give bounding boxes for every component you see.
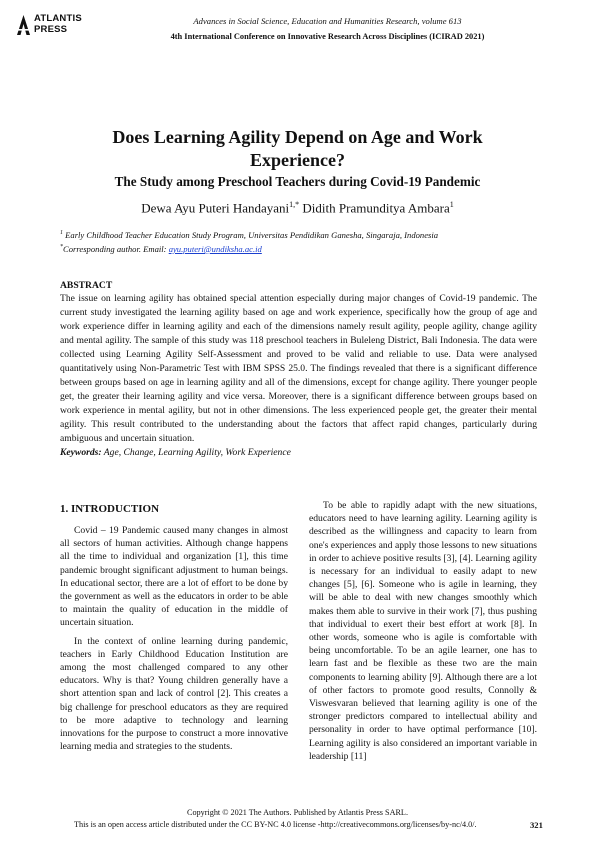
paper-title (60, 126, 535, 172)
author-1: Dewa Ayu Puteri Handayani (141, 200, 290, 216)
left-column (60, 524, 288, 753)
paragraph: To be able to rapidly adapt with the new situations, educators need to have learning agility. Learning agility is described as the willingness and capacity to learn from one's experiences and apply those lessons to new situations in order to achieve positive results [3], [4]. Learning agility is necessary for an individual to easily adapt to new changes [5], [6]. Someone who is agile in learning, they will be able to deal with new changes smoothly which makes them able to survive in their work [7], thus pushing that individual to exert their best effort at work [8]. In other words, someone who is agile is comfortable with being uncomfortable. To be an agile learner, one has to learn fast and be flexible as these two are the main components to learning ability [9]. Although there are a lot of other factors to promote good results, Connolly & Viswesvaran believed that learning agility is one of the stronger predictors compared to intellectual ability and personality in order to have optimal performance [10]. Learning agility is also considered an important variable in leadership [11] (309, 500, 537, 762)
author-list (40, 200, 555, 216)
affiliation-marker: 1 (60, 230, 63, 236)
series-title: Advances in Social Science, Education and Humanities Research, volume 613 (193, 16, 462, 26)
section-heading: 1. INTRODUCTION (60, 503, 160, 515)
paper-title-line2: Experience? (250, 150, 345, 170)
paragraph: Covid – 19 Pandemic caused many changes in almost all sectors of human activities. Although change happens all the time to individual and organization [1], this time pandemic brought significant adjustment to human beings. In educational sector, there are a lot of effort to be done by the government as well as the educators in order to be able to maintain the quality of education in the middle of uncertain situation. (60, 525, 288, 629)
affiliation-line (60, 227, 438, 241)
publisher-name-line2: PRESS (34, 24, 68, 35)
author-2-marker: 1 (449, 200, 454, 209)
abstract-text: The issue on learning agility has obtained special attention especially during major changes of Covid-19 pandemic. The current study investigated the learning agility based on age and work experience, specifically how the group of age and work experience differ in learning agility and each of the dimensions namely result agility, people agility, change agility and mental agility. The sample of this study was 118 preschool teachers in Buleleng District, Bali Indonesia. The data were collected using Learning Agility Self-Assessment and proved to be valid and reliable to use. Data were analysed quantitatively using Non-Parametric Test with IBM SPSS 25.0. The findings revealed that there is a significant difference between groups based on age in learning agility and all of the dimensions, except for change agility. There younger people get, the greater their learning agility and vice versa. Moreover, there is a significant difference between groups based on work experience in mental agility, but not in other dimensions. The less experienced people get, the greater their mental agility. This result contributed to the understanding about the factors that affect rapid changes, particularly during ambiguous and uncertain situation. (60, 293, 537, 444)
abstract-heading: ABSTRACT (60, 280, 113, 291)
author-1-marker: 1,* (289, 200, 300, 209)
affiliation-text: Early Childhood Teacher Education Study Program, Universitas Pendidikan Ganesha, Singaraja, Indonesia (63, 229, 439, 240)
keywords-text: Age, Change, Learning Agility, Work Experience (101, 447, 291, 458)
publisher-name-line1: ATLANTIS (34, 13, 82, 24)
paper-title-line1: Does Learning Agility Depend on Age and Work (112, 127, 483, 147)
keywords-label: Keywords: (60, 447, 102, 458)
keywords (60, 447, 291, 458)
conference-title: 4th International Conference on Innovative Research Across Disciplines (ICIRAD 2021) (170, 32, 485, 41)
copyright-notice: Copyright © 2021 The Authors. Published by Atlantis Press SARL. (186, 808, 408, 817)
corresponding-label: Corresponding author. Email: (63, 243, 169, 254)
atlantis-logo-icon (16, 14, 31, 36)
right-column (309, 499, 537, 763)
license-notice: This is an open access article distributed under the CC BY-NC 4.0 license -http://creativecommons.org/licenses/by-nc/4.0/. (74, 820, 477, 829)
corresponding-line (60, 241, 438, 255)
affiliations (60, 227, 438, 255)
email-link[interactable]: ayu.puteri@undiksha.ac.id (168, 243, 262, 254)
corresponding-marker: * (60, 243, 63, 250)
publisher-logo (16, 12, 96, 40)
paragraph: In the context of online learning during pandemic, teachers in Early Childhood Education Institution are among the most challenged compared to any other educators. Why is that? Young children generally have a short attention span and lack of control [2]. This creates a big challenge for preschool educators as they are required to be more adaptive to technology and learning innovations for the purpose to construct a more innovative learning media and strategies to the students. (60, 635, 288, 753)
paper-subtitle: The Study among Preschool Teachers during Covid-19 Pandemic (114, 174, 481, 189)
page-number: 321 (530, 820, 543, 830)
author-2: Didith Pramunditya Ambara (299, 200, 450, 216)
